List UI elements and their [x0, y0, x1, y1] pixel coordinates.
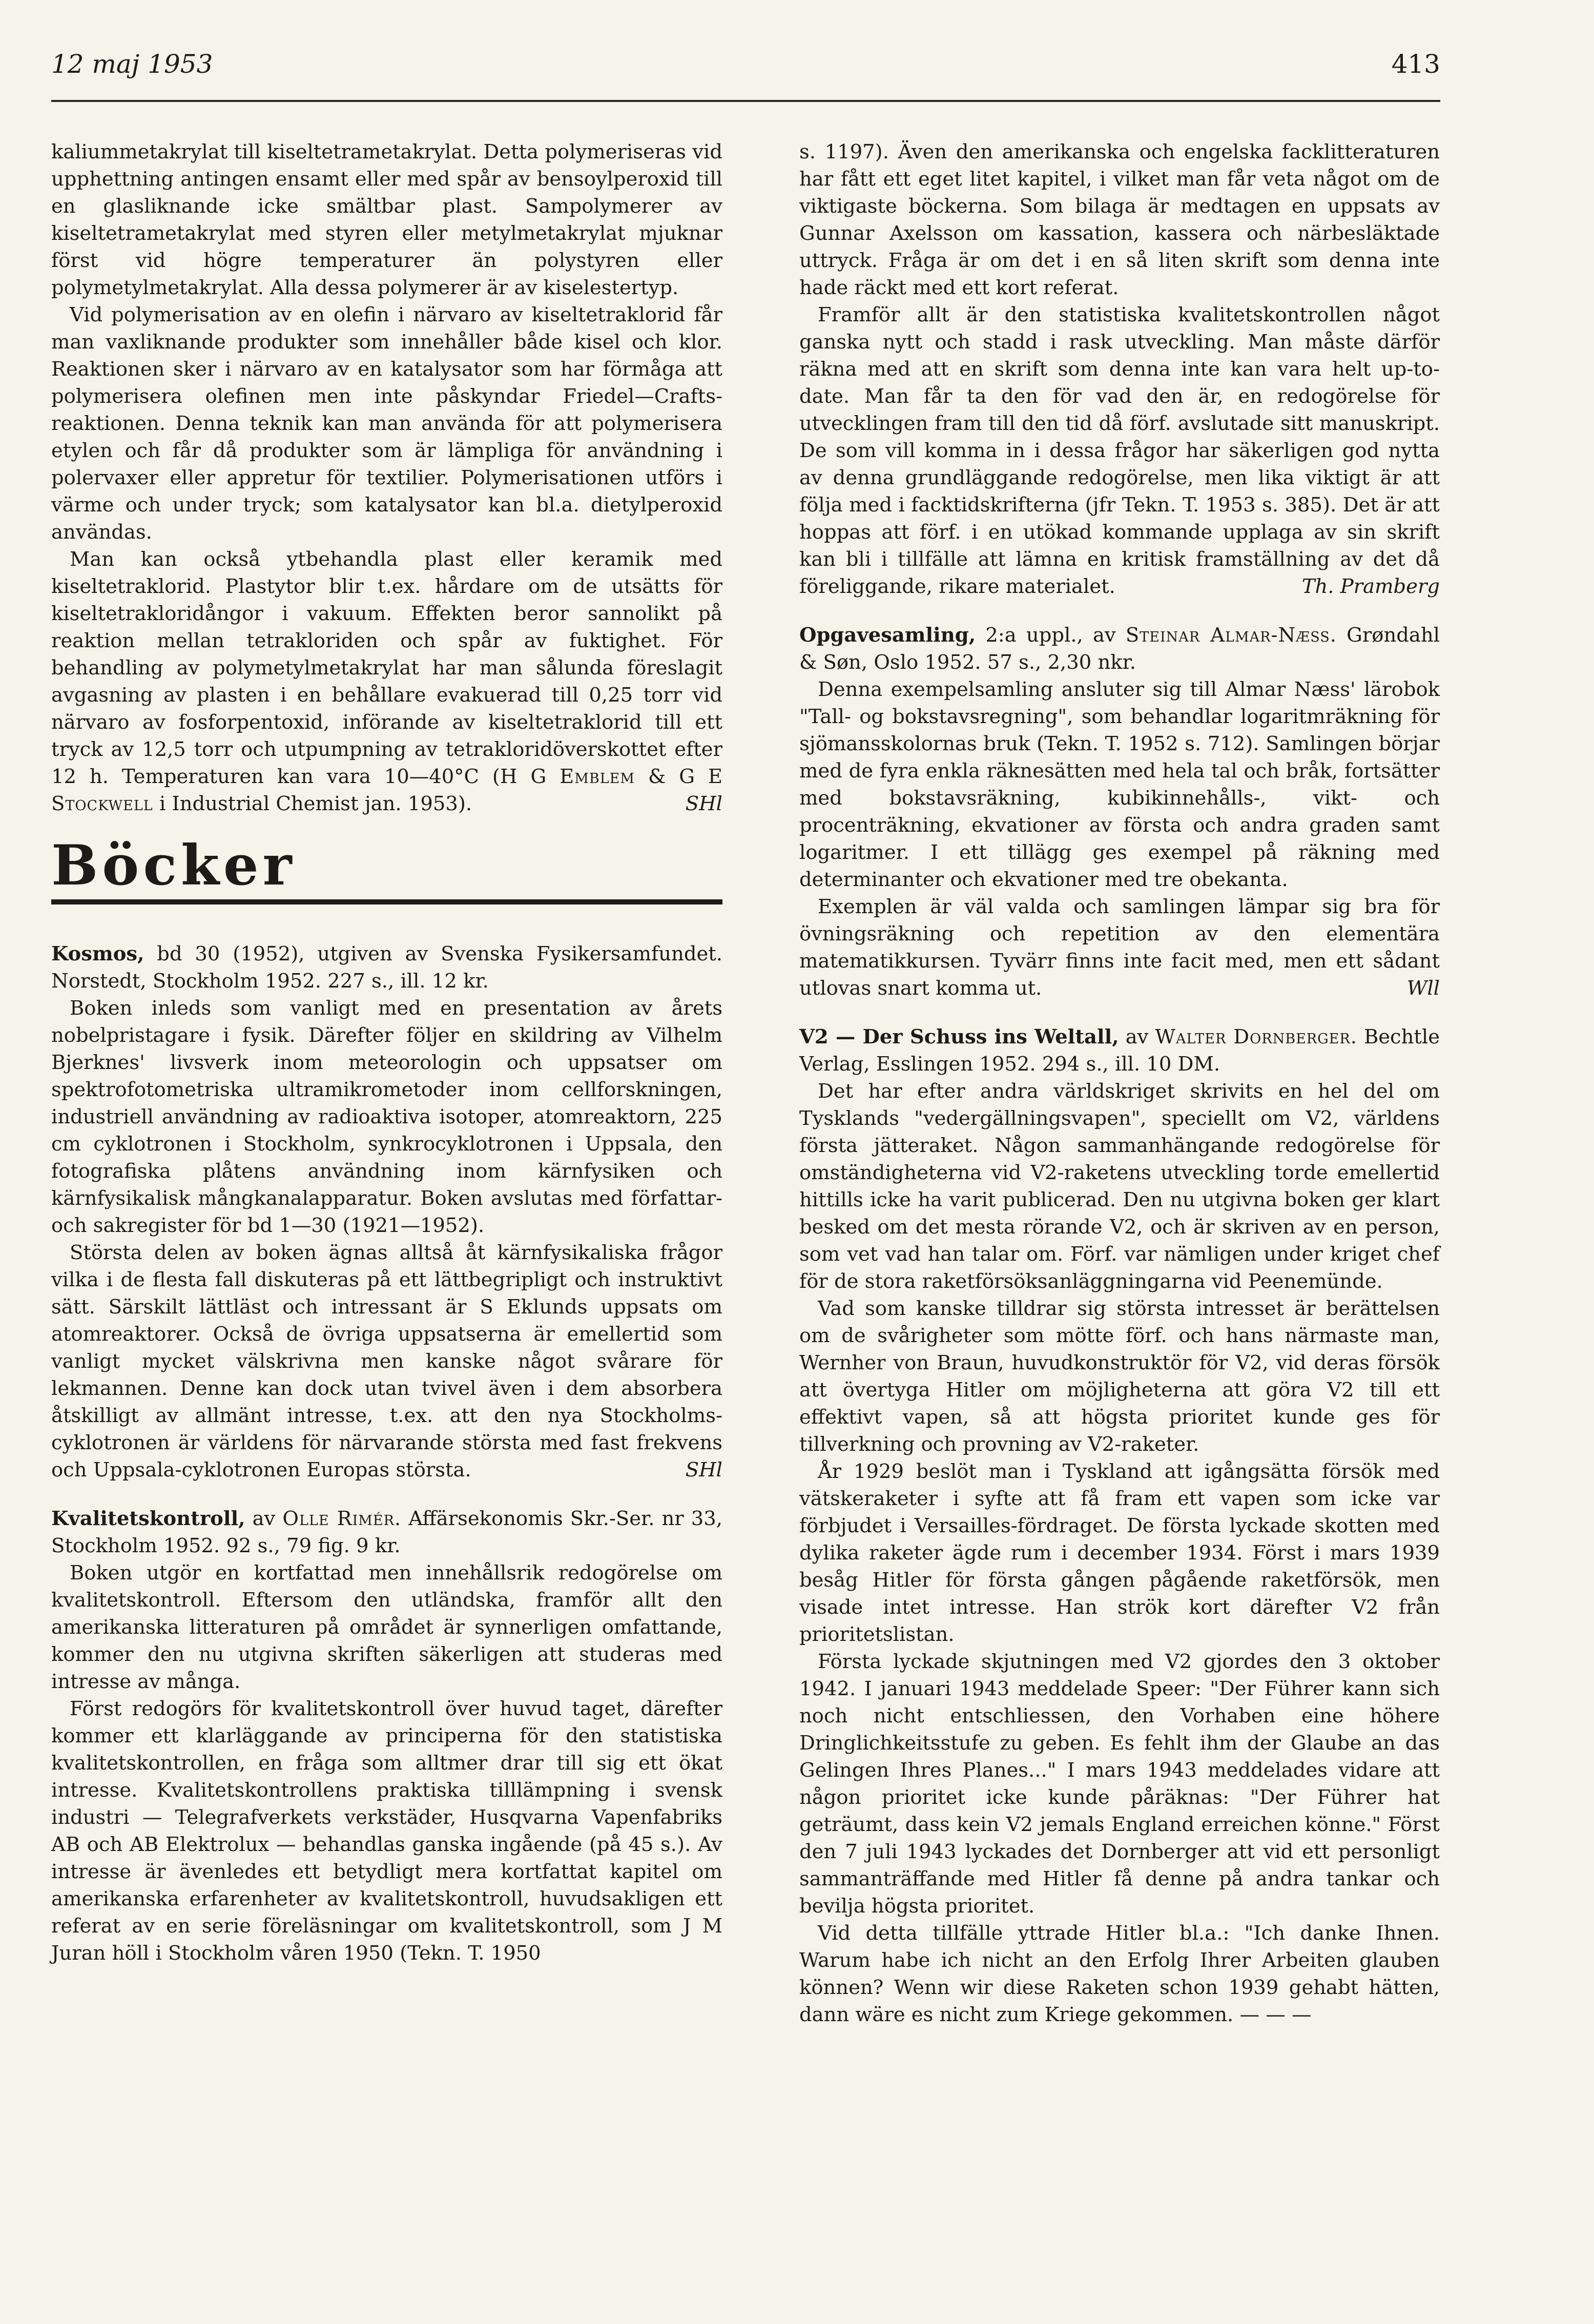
review-kosmos-p1: Boken inleds som vanligt med en presentation av årets nobelpristagare i fysik. Därefter följer en skildring av Vilhelm Bjerknes' livsverk inom meteorologin och uppsatser om spektrofotometriska ultramikrometoder inom cellforskningen, industriell användning av radioaktiva isotoper, atomreaktorn, 225 cm cyklotronen i Stockholm, synkrocyklotronen i Uppsala, den fotografiska plåtens användning inom kärnfysiken och kärnfysikalisk mångkanalapparatur. Boken avslutas med författar- och sakregister för bd 1—30 (1921—1952).: [51, 997, 722, 1237]
review-kosmos-meta: bd 30 (1952), utgiven av Svenska Fysikersamfundet. Norstedt, Stockholm 1952. 227 s., ill. 12 kr.: [51, 942, 722, 993]
review-kvalitet-cont-p1: s. 1197). Även den amerikanska och engelska facklitteraturen har fått ett eget litet kapitel, i vilket man får veta något om de viktigaste böckerna. Som bilaga är medtagen en uppsats av Gunnar Axelsson om kassation, kassera och närbesläktade uttryck. Fråga är om det i en så liten skrift som denna inte hade räckt med ett kort referat.: [799, 140, 1440, 299]
intro-paragraph-1: kaliummetakrylat till kiseltetrametakrylat. Detta polymeriseras vid upphettning antingen ensamt eller med spår av bensoylperoxid till en glasliknande icke smältbar plast. Sampolymerer av kiseltetrametakrylat med styren eller metylmetakrylat mjuknar först vid högre temperaturer än polystyren eller polymetylmetakrylat. Alla dessa polymerer är av kiselestertyp.: [51, 140, 722, 299]
review-v2-author: Walter Dornberger.: [1155, 1025, 1357, 1048]
review-opgave-p1: Denna exempelsamling ansluter sig till Almar Næss' lärobok "Tall- og bokstavsregning", som behandlar logaritmräkning för sjömansskolornas bruk (Tekn. T. 1952 s. 712). Samlingen börjar med de fyra enkla räknesätten med hela tal och bråk, fortsätter med bokstavsräkning, kubikinnehålls-, vikt- och procenträkning, ekvationer av första och andra graden samt logaritmer. I ett tillägg ges exempel på räkning med determinanter och ekvationer med tre obekanta.: [799, 678, 1440, 891]
issue-date: 12 maj 1953: [51, 49, 213, 79]
signature-shl-1: SHl: [685, 792, 722, 815]
page-header: [0, 0, 1594, 113]
review-kosmos-title: Kosmos,: [51, 942, 144, 965]
section-rule: [51, 899, 722, 904]
review-opgave-title: Opgavesamling,: [799, 624, 976, 647]
review-v2-p1: Det har efter andra världskriget skrivits en hel del om Tysklands "vedergällningsvapen", speciellt om V2, världens första jätteraket. Någon sammanhängande redogörelse för omständigheterna vid V2-raketens utveckling torde emellertid hittills icke ha varit publicerad. Den nu utgivna boken ger klart besked om det mesta rörande V2, och är skriven av en person, som vet vad han talar om. Förf. var nämligen under kriget chef för de stora raketförsöksanläggningarna vid Peenemünde.: [799, 1080, 1440, 1293]
review-v2-p3: År 1929 beslöt man i Tyskland att igångsätta försök med vätskeraketer i syfte att få fram ett vapen som icke var förbjudet i Versailles-fördraget. De första lyckade skotten med dylika raketer ägde rum i december 1934. Först i mars 1939 besåg Hitler för första gången pågående raketförsök, men visade intet intresse. Han strök kort därefter V2 från prioritetslistan.: [799, 1460, 1440, 1646]
review-opgave-meta: Grøndahl & Søn, Oslo 1952. 57 s., 2,30 nkr.: [799, 624, 1440, 674]
header-rule: [51, 100, 1440, 102]
review-kosmos-p2: [51, 1239, 722, 1484]
review-v2-p5: Vid detta tillfälle yttrade Hitler bl.a.: "Ich danke Ihnen. Warum habe ich nicht an den Erfolg Ihrer Arbeiten glauben können? Wenn wir diese Raketen schon 1939 gehabt hätten, dann wäre es nicht zum Kriege gekommen. — — —: [799, 1922, 1440, 2026]
ref-tail: i Industrial Chemist jan. 1953).: [159, 792, 472, 815]
ref-author-1: Emblem: [560, 765, 635, 788]
review-opgave-edition: 2:a uppl., av: [985, 624, 1116, 647]
section-books: [51, 835, 722, 904]
review-kvalitet-p2: Först redogörs för kvalitetskontroll över huvud taget, därefter kommer ett klarläggande av principerna för den statistiska kvalitetskontrollen, en fråga som alltmer drar till sig ett ökat intresse. Kvalitetskontrollens praktiska tilllämpning i svensk industri — Telegrafverkets verkstäder, Husqvarna Vapenfabriks AB och AB Elektrolux — behandlas ganska ingående (på 45 s.). Av intresse är ävenledes ett betydligt mera kortfattat kapitel om amerikanska erfarenheter av kvalitetskontroll, huvudsakligen ett referat av en serie föreläsningar om kvalitetskontroll, som J M Juran höll i Stockholm våren 1950 (Tekn. T. 1950: [51, 1697, 722, 1965]
review-v2-title: V2 — Der Schuss ins Weltall,: [799, 1025, 1119, 1048]
review-v2-by: av: [1125, 1025, 1149, 1048]
signature-wll: Wll: [1406, 977, 1440, 1000]
ref-author-2: Stockwell: [51, 792, 153, 815]
review-opgave-p2-text: Exemplen är väl valda och samlingen lämpar sig bra för övningsräkning och repetition av den elementära matematikkursen. Tyvärr finns inte facit med, men ett sådant utlovas snart komma ut.: [799, 895, 1440, 1000]
review-opgave-p2: [799, 893, 1440, 1002]
signature-pramberg: Th. Pramberg: [1301, 575, 1440, 598]
intro-paragraph-3: [51, 546, 722, 817]
right-column: [799, 138, 1440, 2028]
review-kosmos-header: [51, 940, 722, 995]
page-number: 413: [1391, 49, 1440, 79]
review-kvalitet-header: [51, 1505, 722, 1559]
review-v2-p4: Första lyckade skjutningen med V2 gjordes den 3 oktober 1942. I januari 1943 meddelade Speer: "Der Führer kann sich noch nicht entschliessen, den Vorhaben eine höhere Dringlichkeitsstufe zu geben. Es fehlt ihm der Glaube an das Gelingen Ihres Planes..." I mars 1943 meddelades vidare att någon prioritet icke kunde påräknas: "Der Führer hat geträumt, dass kein V2 jemals England erreichen könne." Först den 7 juli 1943 lyckades det Dornberger att vid ett personligt sammanträffande med Hitler få denne på andra tankar och bevilja högsta prioritet.: [799, 1650, 1440, 1918]
review-kvalitet-by: av: [252, 1507, 276, 1530]
review-v2-meta: Bechtle Verlag, Esslingen 1952. 294 s., ill. 10 DM.: [799, 1025, 1440, 1076]
review-kvalitet-meta: Affärsekonomis Skr.-Ser. nr 33, Stockholm 1952. 92 s., 79 fig. 9 kr.: [51, 1507, 723, 1557]
review-opgave-header: [799, 622, 1440, 676]
review-kvalitet-cont-p2: [799, 301, 1440, 600]
review-kvalitet-cont-p2-text: Framför allt är den statistiska kvalitetskontrollen något ganska nytt och stadd i rask utveckling. Man måste därför räkna med att en skrift som denna inte kan vara helt up-to-date. Man får ta den för vad den är, en redogörelse för utvecklingen fram till den tid då förf. avslutade sitt manuskript. De som vill komma in i dessa frågor har säkerligen god nytta av denna grundläggande redogörelse, men lika viktigt är att följa med i facktidskrifterna (jfr Tekn. T. 1953 s. 385). Det är att hoppas att förf. i en utökad kommande upplaga av sin skrift kan bli i tillfälle att lämna en kritisk framställning av det då föreliggande, rikare materialet.: [799, 303, 1440, 598]
ref-initials-2: G E: [679, 765, 722, 788]
review-v2-p2: Vad som kanske tilldrar sig största intresset är berättelsen om de svårigheter som mötte förf. och hans närmaste man, Wernher von Braun, huvudkonstruktör för V2, vid deras försök att övertyga Hitler om möjligheterna att göra V2 till ett effektivt vapen, så att högsta prioritet kunde ges för tillverkning och provning av V2-raketer.: [799, 1297, 1440, 1456]
left-column: [51, 138, 722, 1967]
section-heading-bocker: Böcker: [51, 833, 296, 898]
signature-shl-2: SHl: [685, 1458, 722, 1482]
review-kvalitet-author: Olle Rimér.: [282, 1507, 402, 1530]
intro-paragraph-3-text: Man kan också ytbehandla plast eller keramik med kiseltetraklorid. Plastytor blir t.ex. hårdare om de utsätts för kiseltetrakloridångor i vakuum. Effekten beror sannolikt på reaktion mellan tetrakloriden och spår av fuktighet. För behandling av polymetylmetakrylat har man sålunda föreslagit avgasning av plasten i en behållare evakuerad till 0,25 torr vid närvaro av fosforpentoxid, införande av kiseltetraklorid till ett tryck av 12,5 torr och utpumpning av tetrakloridöverskottet efter 12 h. Temperaturen kan vara 10—40°C (H G: [51, 548, 722, 788]
review-v2-header: [799, 1023, 1440, 1078]
ref-ampersand: &: [648, 765, 666, 788]
review-kosmos-p2-text: Största delen av boken ägnas alltså åt kärnfysikaliska frågor vilka i de flesta fall diskuteras på ett lättbegripligt och instruktivt sätt. Särskilt lättläst och intressant är S Eklunds uppsats om atomreaktorer. Också de övriga uppsatserna är emellertid som vanligt mycket välskrivna men kanske något svårare för lekmannen. Denne kan dock utan tvivel även i dem absorbera åtskilligt av allmänt intresse, t.ex. att den nya Stockholms-cyklotronen är världens för närvarande största med fast frekvens och Uppsala-cyklotronen Europas största.: [51, 1241, 722, 1482]
review-kvalitet-title: Kvalitetskontroll,: [51, 1507, 245, 1530]
review-opgave-author: Steinar Almar-Næss.: [1125, 624, 1337, 647]
intro-paragraph-2: Vid polymerisation av en olefin i närvaro av kiseltetraklorid får man vaxliknande produkter som innehåller både kisel och klor. Reaktionen sker i närvaro av en katalysator som har förmåga att polymerisera olefinen men inte påskyndar Friedel—Crafts-reaktionen. Denna teknik kan man använda för att polymerisera etylen och får då produkter som är lämpliga för användning i polervaxer eller appretur för textilier. Polymerisationen utförs i värme och under tryck; som katalysator kan bl.a. dietylperoxid användas.: [51, 303, 722, 544]
review-kvalitet-p1: Boken utgör en kortfattad men innehållsrik redogörelse om kvalitetskontroll. Eftersom den utländska, framför allt den amerikanska litteraturen på området är synnerligen omfattande, kommer den nu utgivna skriften säkerligen att studeras med intresse av många.: [51, 1561, 722, 1693]
